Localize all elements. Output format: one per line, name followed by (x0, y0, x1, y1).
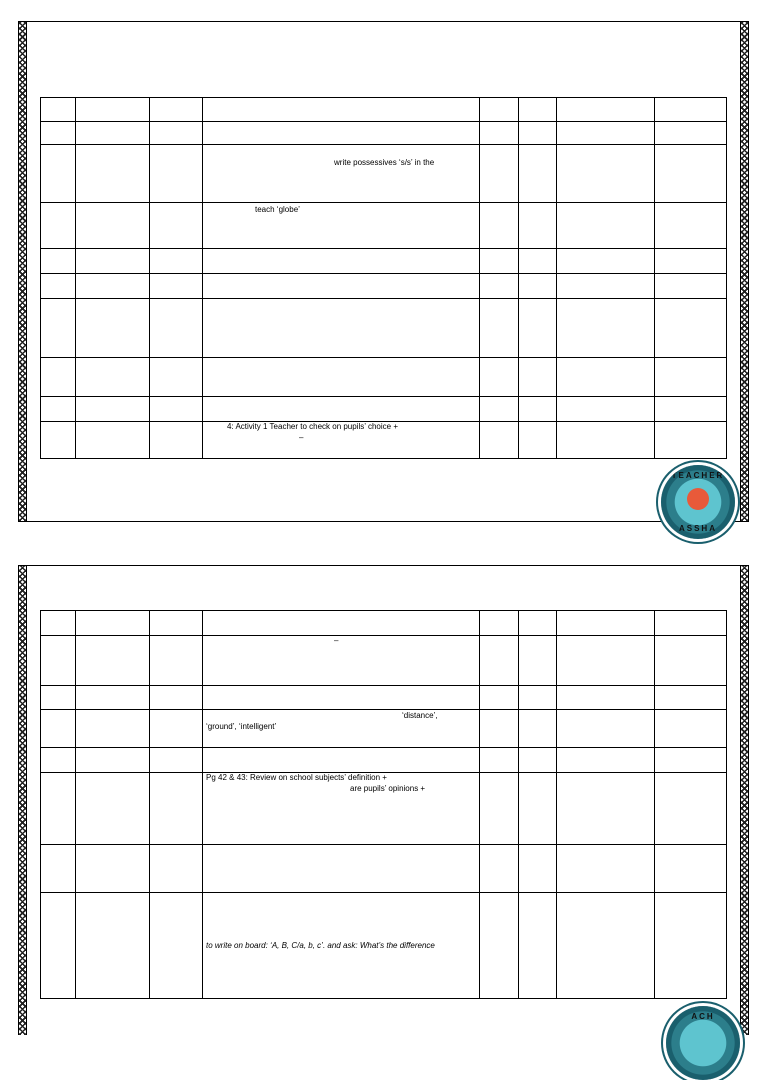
cell-text: 4: Activity 1 Teacher to check on pupils’ choice + (227, 422, 398, 431)
table-row (41, 893, 727, 999)
cell-text: write possessives ‘s/s’ in the (334, 158, 435, 167)
table-row (41, 203, 727, 249)
table-row (41, 773, 727, 845)
logo-face-icon (687, 488, 709, 510)
logo-top-text: ACH (691, 1012, 715, 1021)
table-row (41, 274, 727, 299)
table-row (41, 636, 727, 686)
lesson-table-1 (40, 97, 727, 459)
cell-text: – (334, 636, 339, 645)
decorative-border-left (18, 22, 27, 521)
page-1 (18, 21, 749, 533)
cell-text: teach ‘globe’ (255, 205, 300, 214)
table-row (41, 299, 727, 358)
cell-text: are pupils’ opinions + (350, 784, 426, 793)
table-row (41, 611, 727, 636)
table-row (41, 845, 727, 893)
table-row (41, 710, 727, 748)
cell-text: ‘distance’, (402, 711, 438, 720)
table-row (41, 145, 727, 203)
decorative-border-right (740, 566, 749, 1035)
logo-bottom-text: ASSHA (678, 524, 717, 533)
table-row (41, 249, 727, 274)
page-2 (18, 565, 749, 1035)
table-row (41, 686, 727, 710)
decorative-border-left (18, 566, 27, 1035)
logo-top-text: TEACHER (671, 471, 725, 480)
cell-text: ‘ground’, ‘intelligent’ (206, 722, 277, 731)
teacher-assha-logo (661, 465, 735, 539)
table-row (41, 397, 727, 422)
teacher-assha-logo (666, 1006, 740, 1080)
table-row (41, 358, 727, 397)
table-row (41, 98, 727, 122)
lesson-table-2 (40, 610, 727, 999)
table-row (41, 422, 727, 459)
table-row (41, 122, 727, 145)
cell-text: to write on board: ‘A, B, C/a, b, c’. and ask: What’s the difference (206, 941, 435, 950)
cell-text: – (299, 433, 304, 442)
table-row (41, 748, 727, 773)
cell-text: Pg 42 & 43: Review on school subjects’ definition + (206, 773, 387, 782)
decorative-border-right (740, 22, 749, 521)
